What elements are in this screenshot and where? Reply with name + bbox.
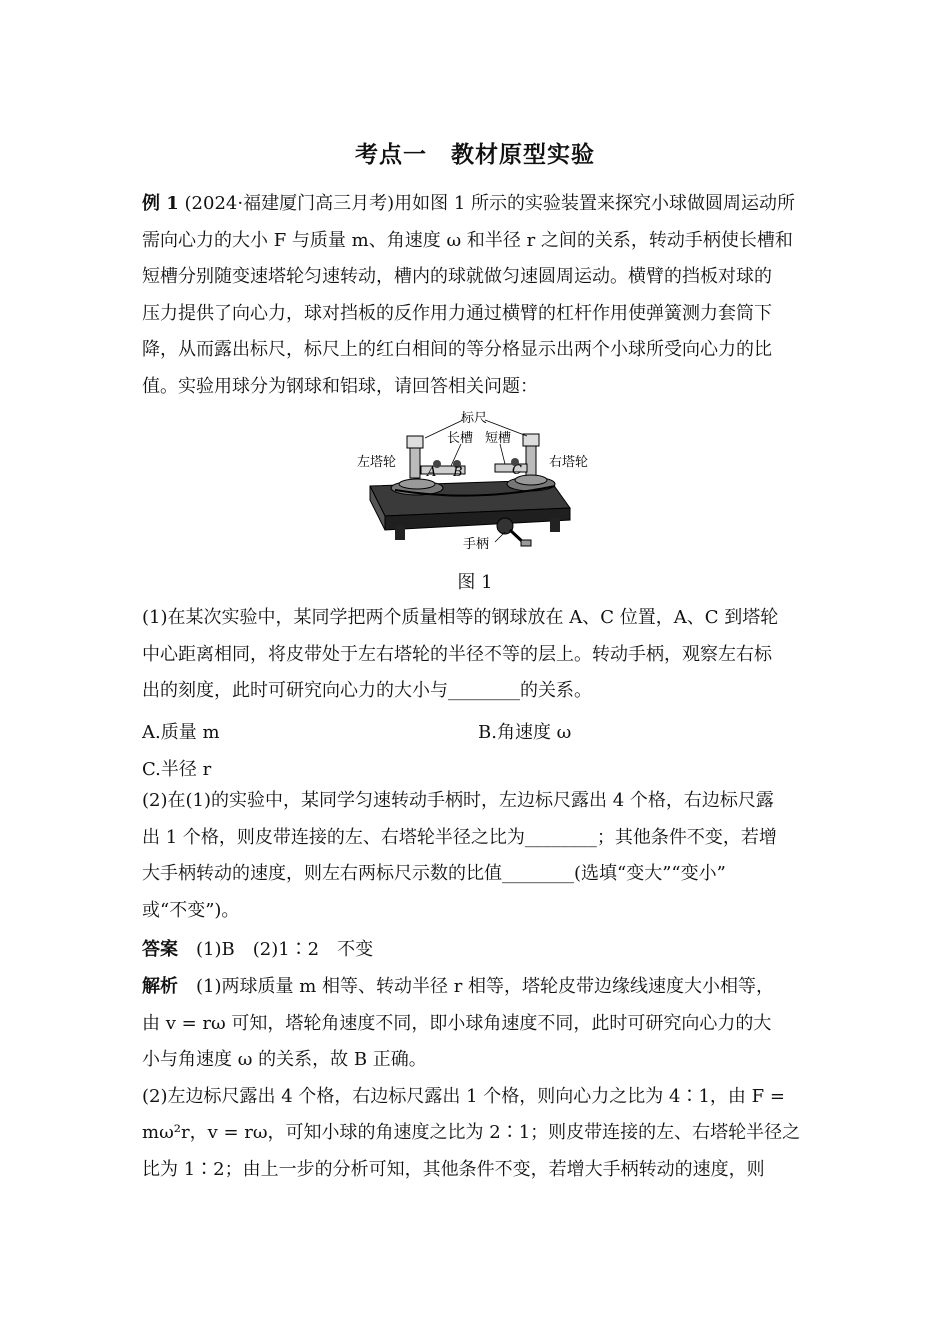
- handle-grip: [521, 540, 531, 546]
- answer-label: 答案: [142, 939, 178, 960]
- analysis-line: (1)两球质量 m 相等、转动半径 r 相等，塔轮皮带边缘线速度大小相等，: [196, 976, 775, 997]
- option-c: C.半径 r: [142, 759, 212, 780]
- example-line: 需向心力的大小 F 与质量 m、角速度 ω 和半径 r 之间的关系，转动手柄使长槽和: [142, 229, 793, 251]
- question-line: 中心距离相同，将皮带处于左右塔轮的半径不等的层上。转动手柄，观察左右标: [142, 643, 772, 665]
- label-a: A: [427, 465, 437, 480]
- example-paragraph: [142, 186, 812, 405]
- question-1: [142, 600, 812, 710]
- label-long-groove: 长槽: [447, 431, 474, 446]
- left-spring-sleeve: [410, 448, 420, 478]
- analysis: [142, 969, 812, 1188]
- analysis-line: mω²r，v = rω，可知小球的角速度之比为 2∶1；则皮带连接的左、右塔轮半径之: [142, 1122, 801, 1143]
- answer-text: (1)B (2)1∶2 不变: [196, 939, 374, 960]
- example-line: 短槽分别随变速塔轮匀速转动，槽内的球就做匀速圆周运动。横臂的挡板对球的: [142, 266, 772, 287]
- leader-line: [495, 532, 505, 542]
- example-label: 例 1: [142, 193, 179, 214]
- label-handle: 手柄: [463, 537, 490, 552]
- leader-line: [500, 444, 505, 464]
- label-c: C: [512, 463, 522, 478]
- left-tower-wheel-top: [399, 479, 435, 489]
- figure-caption: 图 1: [457, 572, 493, 593]
- analysis-line: 由 v = rω 可知，塔轮角速度不同，即小球角速度不同，此时可研究向心力的大: [142, 1012, 772, 1034]
- label-b: B: [453, 465, 463, 480]
- option-a: A.质量 m: [142, 722, 220, 743]
- section-title: 考点一 教材原型实验: [355, 141, 595, 168]
- analysis-label: 解析: [142, 976, 178, 997]
- analysis-line: 小与角速度 ω 的关系，故 B 正确。: [142, 1049, 427, 1070]
- question-line: 出的刻度，此时可研究向心力的大小与________的关系。: [142, 680, 592, 701]
- left-scale-cap: [407, 436, 423, 448]
- example-line: 例 1 (2024·福建厦门高三月考)用如图 1 所示的实验装置来探究小球做圆周运动所: [142, 193, 795, 214]
- question-line: 大手柄转动的速度，则左右两标尺示数的比值________(选填“变大”“变小”: [142, 863, 726, 884]
- apparatus-figure: [355, 408, 600, 558]
- label-right-tower: 右塔轮: [549, 455, 589, 470]
- question-line: 出 1 个格，则皮带连接的左、右塔轮半径之比为________；其他条件不变，若增: [142, 826, 777, 848]
- example-line: 压力提供了向心力，球对挡板的反作用力通过横臂的杠杆作用使弹簧测力套筒下: [142, 302, 772, 324]
- option-b: B.角速度 ω: [478, 722, 572, 743]
- analysis-line: 比为 1∶2；由上一步的分析可知，其他条件不变，若增大手柄转动的速度，则: [142, 1158, 765, 1180]
- question-line: (1)在某次实验中，某同学把两个质量相等的钢球放在 A、C 位置，A、C 到塔轮: [142, 607, 779, 628]
- label-short-groove: 短槽: [485, 431, 512, 446]
- label-scale: 标尺: [461, 411, 488, 426]
- label-left-tower: 左塔轮: [357, 455, 397, 470]
- question-2: [142, 783, 812, 929]
- short-groove: [495, 464, 527, 472]
- answer: [142, 932, 812, 969]
- leg: [550, 518, 560, 532]
- example-line: 值。实验用球分为钢球和铝球，请回答相关问题：: [142, 375, 538, 397]
- leg: [395, 526, 405, 540]
- question-line: (2)在(1)的实验中，某同学匀速转动手柄时，左边标尺露出 4 个格，右边标尺露: [142, 790, 774, 811]
- example-line: 降，从而露出标尺，标尺上的红白相间的等分格显示出两个小球所受向心力的比: [142, 339, 772, 360]
- analysis-line: (2)左边标尺露出 4 个格，右边标尺露出 1 个格，则向心力之比为 4∶1，由 F =: [142, 1085, 785, 1107]
- question-line: 或“不变”)。: [142, 899, 240, 921]
